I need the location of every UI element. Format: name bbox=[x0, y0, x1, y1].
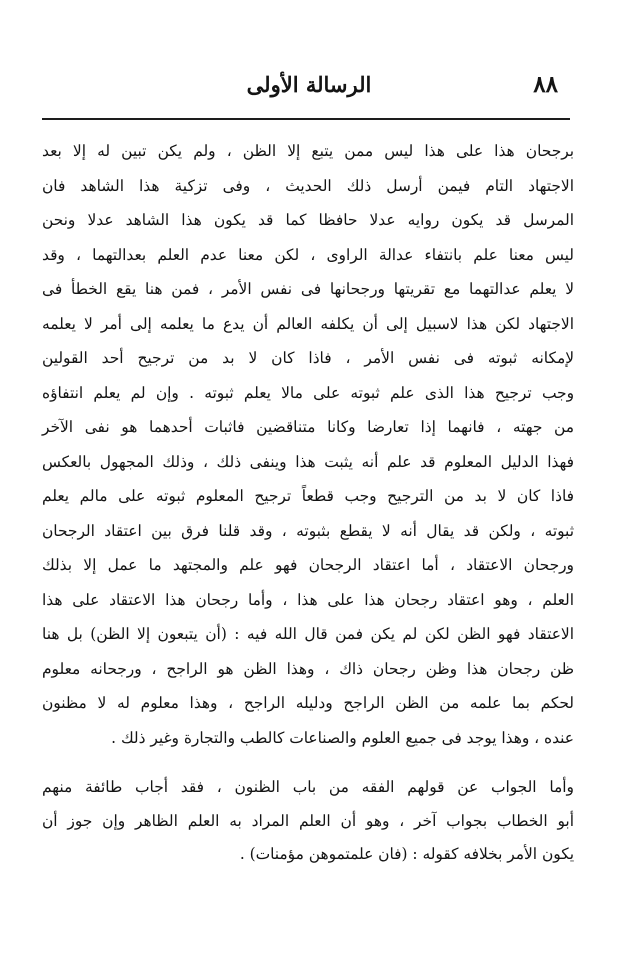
paragraph-2 bbox=[42, 771, 574, 872]
page-number: ٨٨ bbox=[533, 71, 558, 98]
text-line: وأما الجواب عن قولهم الفقه من باب الظنون ، فقد أجاب طائفة منهم bbox=[42, 778, 574, 796]
text-line: الاجتهاد التام فيمن أرسل ذلك الحديث ، وفى تزكية هذا الشاهد فان bbox=[42, 176, 574, 195]
text-line: فهذا الدليل المعلوم قد علم أنه يثبت هذا وينفى ذلك ، وذلك المجهول بالعكس bbox=[42, 452, 574, 471]
text-line: فاذا كان لا بد من الترجيح وجب قطعاً ترجيح المعلوم ثبوته على مالم يعلم bbox=[42, 487, 574, 505]
paragraph-1 bbox=[42, 134, 574, 755]
text-line: المرسل قد يكون روايه عدلا حافظا كما قد يكون هذا الشاهد عدلا ونحن bbox=[42, 211, 574, 229]
text-line: وجب ترجيح هذا الذى علم ثبوته على مالا يعلم ثبوته . وإن لم يعلم انتفاؤه bbox=[42, 383, 574, 402]
paragraph-gap bbox=[42, 755, 574, 771]
text-line: أبو الخطاب بجواب آخر ، وهو أن العلم المراد به العلم الظاهر وإن جوز أن bbox=[42, 811, 574, 830]
text-line: يكون الأمر بخلافه كقوله : (فان علمتموهن مؤمنات) . bbox=[239, 845, 574, 863]
running-title: الرسالة الأولى bbox=[246, 72, 372, 97]
text-line: ليس معنا علم بانتفاء عدالة الراوى ، لكن معنا عدم العلم بعدالتهما ، وقد bbox=[42, 245, 574, 264]
text-line: الاعتقاد فهو الظن لكن لم يكن فمن قال الله فيه : (أن يتبعون إلا الظن) بل هنا bbox=[42, 625, 574, 643]
body-text bbox=[42, 134, 574, 872]
text-line: عنده ، وهذا يوجد فى جميع العلوم والصناعات كالطب والتجارة وغير ذلك . bbox=[111, 728, 574, 747]
text-line: العلم ، وهو اعتقاد رجحان هذا على هذا ، وأما رجحان هذا الاعتقاد على هذا bbox=[42, 590, 574, 609]
text-line: برجحان هذا على هذا ليس ممن يتبع إلا الظن ، ولم يكن تبين له إلا بعد bbox=[42, 142, 574, 160]
text-line: من جهته ، فانهما إذا تعارضا وكانا متناقضين فاثبات أحدهما هو نفى الآخر bbox=[42, 418, 574, 436]
text-line: لا يعلم عدالتهما مع تقريتها ورجحانها فى نفس الأمر ، فمن هنا يقع الخطأ فى bbox=[42, 280, 574, 298]
text-line: لإمكانه ثبوته فى نفس الأمر ، فاذا كان لا بد من ترجيح أحد القولين bbox=[42, 349, 574, 367]
page-header bbox=[46, 62, 572, 110]
text-line: الاجتهاد لكن هذا لاسبيل إلى أن يكلفه العالم أن يدع ما يعلمه إلى أمر لا يعلمه bbox=[42, 314, 574, 333]
text-line: ثبوته ، ولكن قد يقال أنه لا يقطع بثبوته ، وقد قلنا فرق بين اعتقاد الرجحان bbox=[42, 521, 574, 540]
text-line: ورجحان الاعتقاد ، أما اعتقاد الرجحان فهو علم والمجتهد ما عمل إلا بذلك bbox=[42, 556, 574, 574]
header-rule bbox=[42, 118, 570, 120]
text-line: ظن رجحان هذا وظن رجحان ذاك ، وهذا الظن هو الراجح ، ورجحانه معلوم bbox=[42, 659, 574, 678]
text-line: لحكم بما علمه من الظن الراجح ودليله الراجح ، وهذا معلوم له لا مظنون bbox=[42, 694, 574, 712]
